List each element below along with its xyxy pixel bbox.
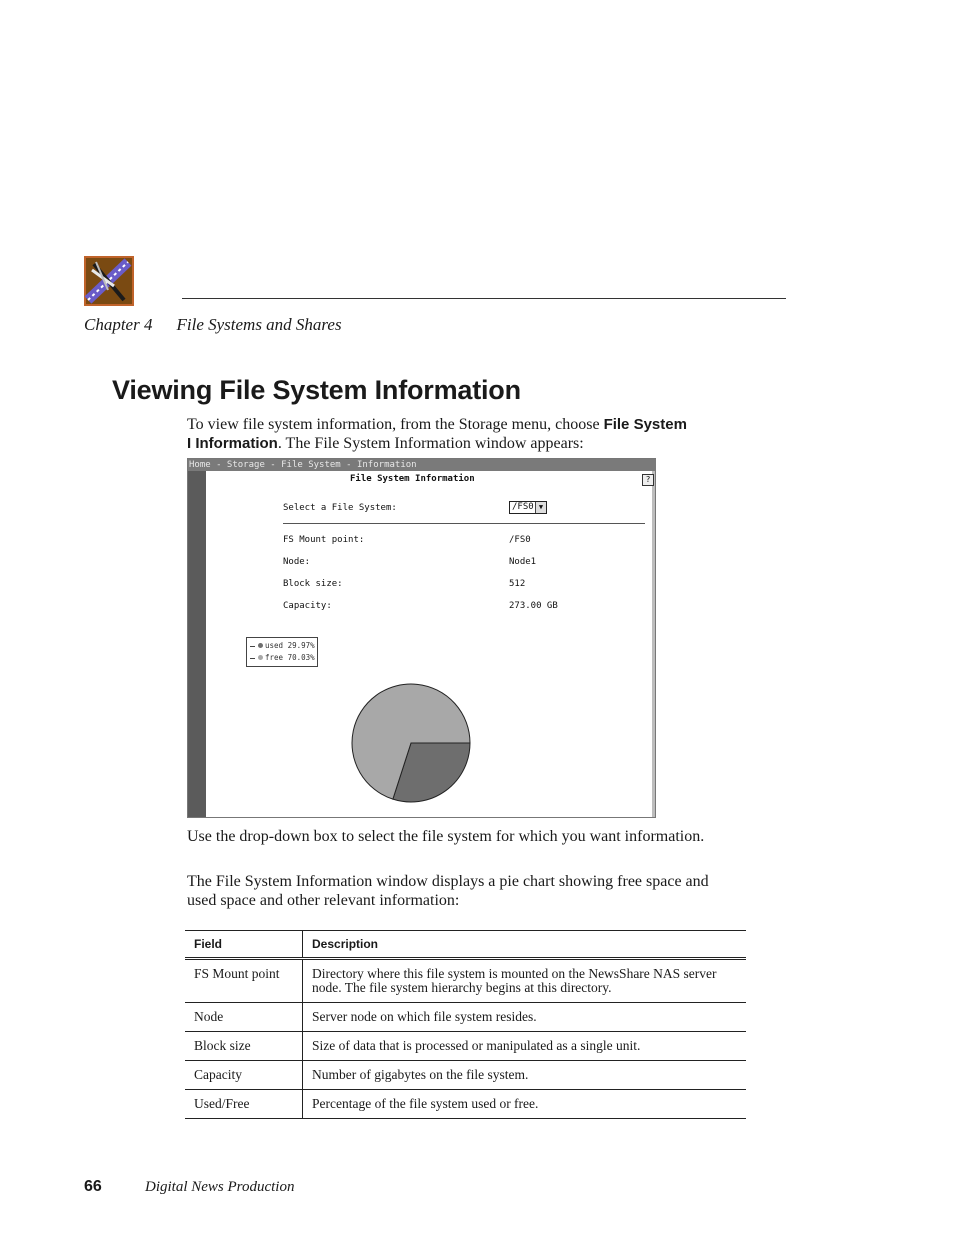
capacity-label: Capacity:	[283, 601, 332, 611]
page-number: 66	[84, 1178, 102, 1195]
description-cell: Size of data that is processed or manipulated as a single unit.	[303, 1032, 747, 1061]
description-cell: Server node on which file system resides.	[303, 1003, 747, 1032]
field-cell: Node	[185, 1003, 303, 1032]
table-header-row	[185, 931, 746, 959]
file-system-select[interactable]	[509, 501, 547, 514]
menu-path-file-system: File System	[603, 416, 687, 433]
table-row	[185, 1061, 746, 1090]
table-row	[185, 959, 746, 1003]
description-cell: Directory where this file system is mounted on the NewsShare NAS server node. The file system hierarchy begins at this directory.	[303, 959, 747, 1003]
mount-point-label: FS Mount point:	[283, 535, 365, 545]
book-title: Digital News Production	[145, 1179, 295, 1195]
window-sidebar	[188, 471, 206, 817]
field-cell: Capacity	[185, 1061, 303, 1090]
mount-point-value: /FS0	[509, 535, 531, 545]
capacity-value: 273.00 GB	[509, 601, 558, 611]
description-cell: Number of gigabytes on the file system.	[303, 1061, 747, 1090]
select-file-system-label: Select a File System:	[283, 503, 397, 513]
pie-legend	[246, 637, 318, 667]
legend-item-free	[250, 653, 315, 662]
field-cell: Used/Free	[185, 1090, 303, 1119]
menu-path-information: I Information	[187, 435, 278, 452]
window-title: File System Information	[350, 474, 475, 484]
breadcrumb[interactable]: Home - Storage - File System - Information	[188, 459, 656, 471]
file-system-information-window	[187, 458, 656, 818]
legend-swatch-used	[258, 643, 263, 648]
description-cell: Percentage of the file system used or free.	[303, 1090, 747, 1119]
divider	[283, 523, 645, 524]
table-row	[185, 1003, 746, 1032]
chapter-heading	[84, 315, 342, 335]
header-field: Field	[185, 931, 303, 959]
window-edge	[652, 471, 655, 817]
legend-label-free: free 70.03%	[265, 653, 315, 662]
film-scissors-logo-icon	[84, 256, 134, 306]
node-label: Node:	[283, 557, 311, 567]
usage-pie-chart	[348, 680, 474, 806]
chevron-down-icon[interactable]: ▼	[535, 502, 546, 513]
intro-text: To view file system information, from the Storage menu, choose	[187, 416, 604, 433]
block-size-value: 512	[509, 579, 526, 589]
table-row	[185, 1032, 746, 1061]
table-row	[185, 1090, 746, 1119]
intro-paragraph	[187, 415, 732, 453]
field-cell: Block size	[185, 1032, 303, 1061]
field-cell: FS Mount point	[185, 959, 303, 1003]
intro-text-end: . The File System Information window appears:	[277, 435, 584, 452]
fields-table	[185, 930, 746, 1119]
chapter-title: File Systems and Shares	[176, 315, 342, 334]
chapter-label: Chapter 4	[84, 315, 153, 334]
window-description-paragraph: The File System Information window displays a pie chart showing free space and used space and other relevant information:	[187, 873, 709, 909]
legend-label-used: used 29.97%	[265, 641, 315, 650]
legend-swatch-free	[258, 655, 263, 660]
block-size-label: Block size:	[283, 579, 343, 589]
header-description: Description	[303, 931, 747, 959]
help-icon[interactable]: ?	[642, 474, 654, 486]
section-title: Viewing File System Information	[112, 375, 521, 405]
legend-item-used	[250, 641, 315, 650]
header-rule	[182, 298, 786, 299]
dropdown-paragraph: Use the drop-down box to select the file system for which you want information.	[187, 828, 705, 845]
node-value: Node1	[509, 557, 537, 567]
file-system-select-value: /FS0	[512, 502, 534, 512]
